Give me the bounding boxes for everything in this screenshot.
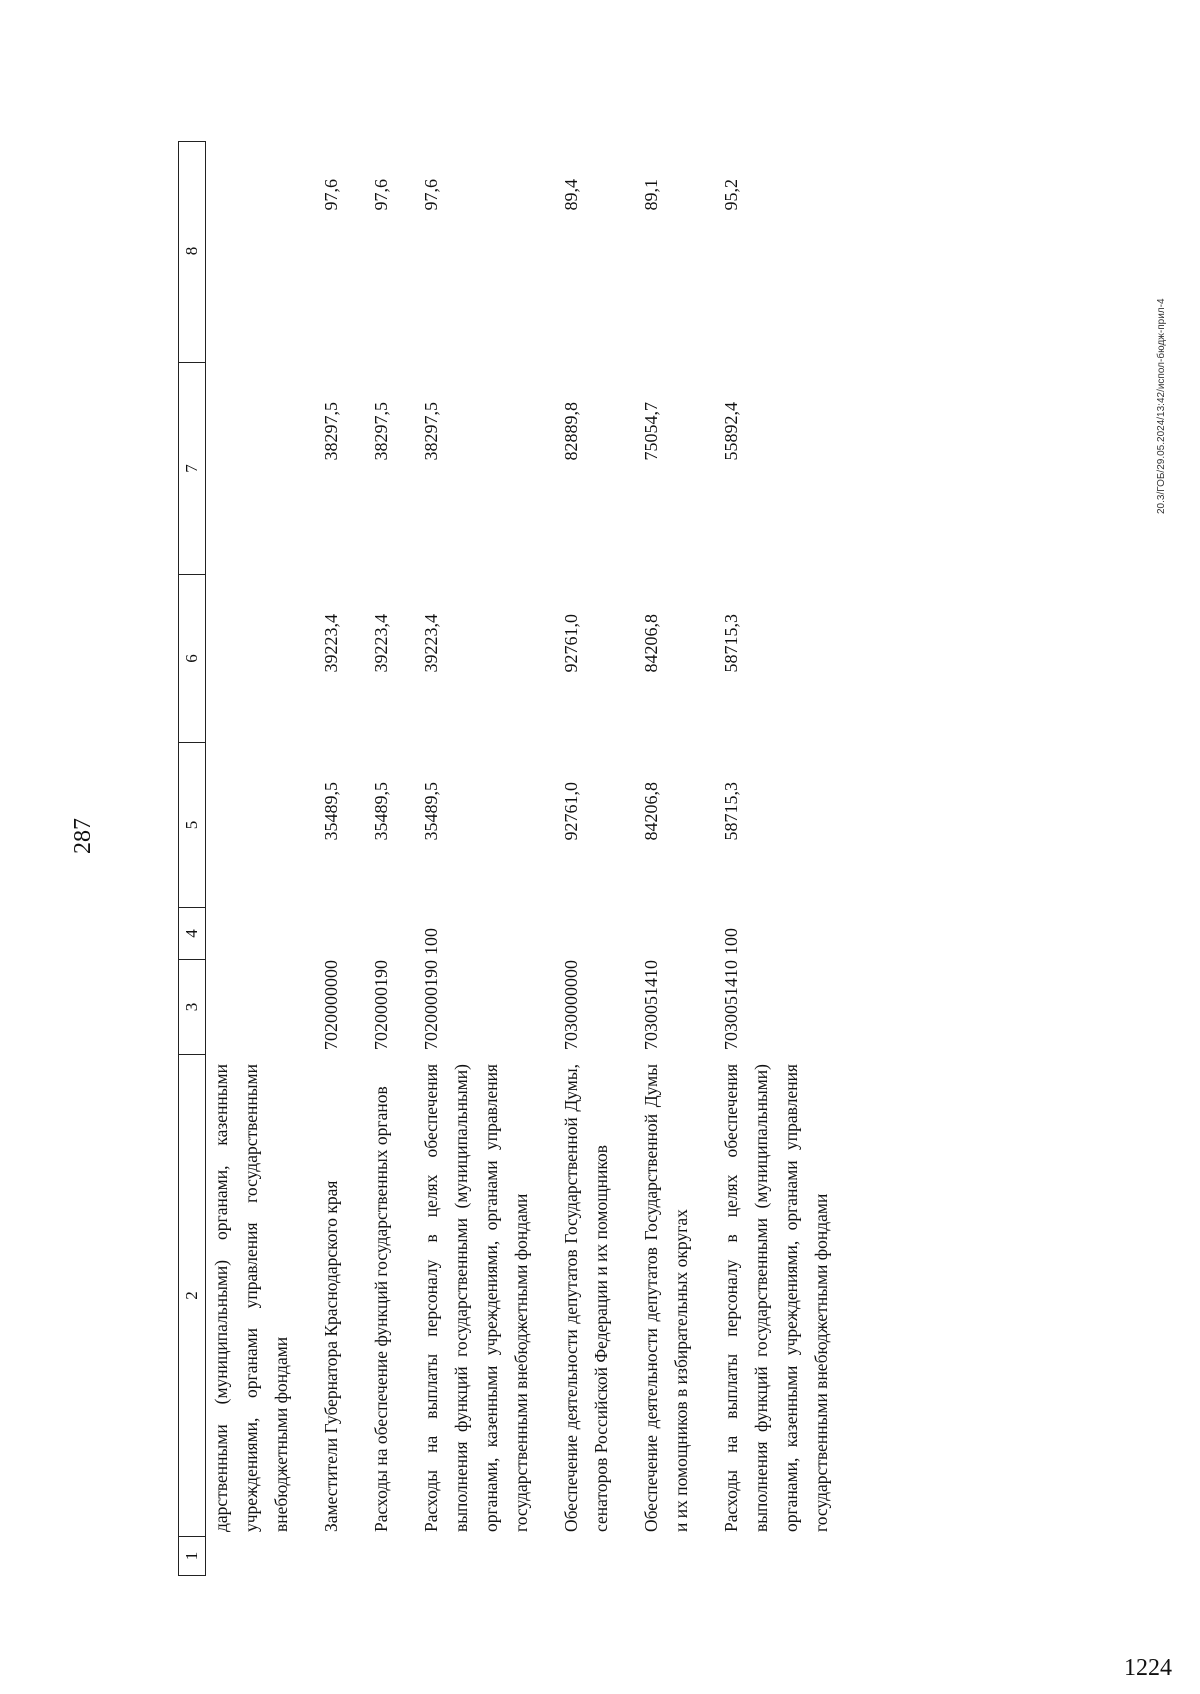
table-header-row	[178, 141, 206, 1576]
row-col8-cell: 89,1	[641, 179, 661, 211]
row-col7-cell: 38297,5	[321, 402, 341, 461]
row-code-cell	[206, 961, 296, 1056]
row-col7-cell: 75054,7	[641, 402, 661, 461]
row-vr-cell	[556, 909, 616, 961]
row-col5-cell: 35489,5	[421, 782, 441, 841]
column-header-1: 1	[182, 1551, 201, 1561]
row-code-cell: 7020000000	[321, 960, 341, 1050]
row-col7-cell: 55892,4	[721, 402, 741, 461]
row-code-cell: 7020000190	[371, 960, 391, 1050]
row-number-cell	[636, 1538, 696, 1576]
row-col6-cell	[206, 576, 296, 744]
row-vr-cell: 100	[421, 928, 441, 955]
row-col8-cell: 97,6	[321, 179, 341, 211]
sheet-number: 1224	[1124, 1655, 1172, 1681]
row-name-cell: Расходы на выплаты персоналу в целях обеспечения выполнения функций государственными (муниципальными) органами, казенными учреждениями, органами управления государственными внебюджетными фондами	[721, 1064, 831, 1532]
row-col5-cell: 35489,5	[371, 782, 391, 841]
row-col8-cell: 97,6	[421, 179, 441, 211]
column-header-5: 5	[179, 743, 205, 908]
row-number-cell	[416, 1538, 536, 1576]
table-row	[556, 141, 616, 1576]
row-col5-cell: 35489,5	[321, 782, 341, 841]
row-vr-cell	[316, 909, 346, 961]
row-col6-cell: 39223,4	[421, 614, 441, 673]
budget-table	[178, 141, 856, 1576]
row-name-cell: Заместители Губернатора Краснодарского края	[321, 1180, 341, 1532]
page-number: 287	[70, 818, 96, 854]
row-col7-cell	[206, 364, 296, 576]
row-code-cell: 7020000190	[421, 960, 441, 1050]
column-header-6: 6	[179, 575, 205, 743]
row-col5-cell	[206, 744, 296, 909]
column-header-4: 4	[179, 908, 205, 960]
row-number-cell	[716, 1538, 836, 1576]
column-header-2: 2	[179, 1055, 205, 1537]
row-name-cell: дарственными (муниципальными) органами, казенными учреждениями, органами управления государственными внебюджетными фондами	[211, 1064, 291, 1532]
row-col8-cell: 97,6	[371, 179, 391, 211]
row-name-cell: Обеспечение деятельности депутатов Государственной Думы и их помощников в избирательных округах	[641, 1064, 691, 1532]
row-number-cell	[366, 1538, 396, 1576]
row-col7-cell: 82889,8	[561, 402, 581, 461]
row-col7-cell: 38297,5	[421, 402, 441, 461]
row-col8-cell: 89,4	[561, 179, 581, 211]
row-col5-cell: 84206,8	[641, 782, 661, 841]
column-header-8: 8	[179, 140, 205, 363]
table-row	[636, 141, 696, 1576]
row-col6-cell: 92761,0	[561, 614, 581, 673]
column-header-7: 7	[179, 363, 205, 575]
table-row	[316, 141, 346, 1576]
row-col6-cell: 39223,4	[321, 614, 341, 673]
row-col8-cell: 95,2	[721, 179, 741, 211]
row-name-cell: Обеспечение деятельности депутатов Государственной Думы, сенаторов Российской Федерации и их помощников	[561, 1064, 611, 1532]
row-col5-cell: 92761,0	[561, 782, 581, 841]
row-vr-cell	[366, 909, 396, 961]
row-number-cell	[556, 1538, 616, 1576]
row-number-cell	[316, 1538, 346, 1576]
row-col5-cell: 58715,3	[721, 782, 741, 841]
row-col6-cell: 39223,4	[371, 614, 391, 673]
row-code-cell: 7030051410	[641, 960, 661, 1050]
row-col6-cell: 58715,3	[721, 614, 741, 673]
row-vr-cell	[206, 909, 296, 961]
row-col8-cell	[206, 141, 296, 364]
table-row	[206, 141, 296, 1576]
table-row	[716, 141, 836, 1576]
document-footer-code: 20.3/ГОБ/29.05.2024/13:42/испол-бюдж-прил-4	[1156, 298, 1167, 514]
row-number-cell	[206, 1538, 296, 1576]
table-row	[366, 141, 396, 1576]
row-code-cell: 7030051410	[721, 960, 741, 1050]
row-col7-cell: 38297,5	[371, 402, 391, 461]
row-code-cell: 7030000000	[561, 960, 581, 1050]
table-row	[416, 141, 536, 1576]
row-name-cell: Расходы на обеспечение функций государственных органов	[371, 1086, 391, 1532]
row-vr-cell: 100	[721, 928, 741, 955]
column-header-3: 3	[179, 960, 205, 1055]
row-name-cell: Расходы на выплаты персоналу в целях обеспечения выполнения функций государственными (муниципальными) органами, казенными учреждениями, органами управления государственными внебюджетными фондами	[421, 1064, 531, 1532]
row-col6-cell: 84206,8	[641, 614, 661, 673]
row-vr-cell	[636, 909, 696, 961]
